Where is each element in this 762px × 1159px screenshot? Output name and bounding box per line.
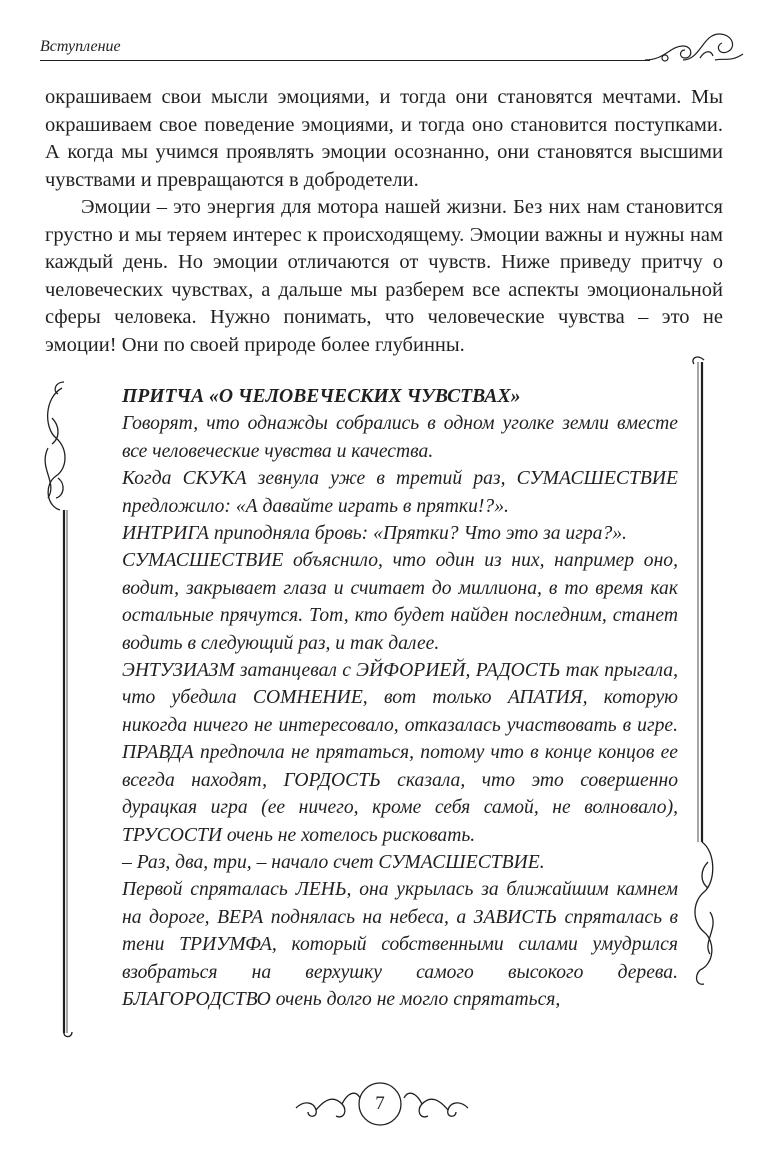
header-flourish-icon: [645, 28, 745, 68]
parable-paragraph: Первой спряталась ЛЕНЬ, она укрылась за ближайшим камнем на дороге, ВЕРА поднялась на небеса, а ЗАВИСТЬ спряталась в тени ТРИУМФА, который собственными силами умудрился взобраться на верхушку самого высокого дерева. БЛАГОРОДСТВО очень долго не могло спрятаться,: [122, 879, 678, 1010]
parable-paragraph: Когда СКУКА зевнула уже в третий раз, СУМАСШЕСТВИЕ предложило: «А давайте играть в прятки!?».: [122, 468, 678, 517]
parable-paragraph: ИНТРИГА приподняла бровь: «Прятки? Что это за игра?».: [122, 523, 627, 545]
parable-paragraph: – Раз, два, три, – начало счет СУМАСШЕСТВИЕ.: [122, 851, 545, 873]
running-header-title: Вступление: [40, 38, 121, 55]
body-text: [45, 84, 723, 359]
page-number: 7: [375, 1093, 385, 1114]
parable-block: [122, 383, 678, 1013]
header-rule: [40, 60, 650, 61]
parable-title: ПРИТЧА «О ЧЕЛОВЕЧЕСКИХ ЧУВСТВАХ»: [122, 386, 521, 407]
body-paragraph: окрашиваем свои мысли эмоциями, и тогда они становятся мечтами. Мы окрашиваем свое поведение эмоциями, и тогда оно становится поступками. А когда мы учимся проявлять эмоции осознанно, они становятся высшими чувствами и превращаются в добродетели.: [45, 86, 723, 191]
parable-paragraph: ЭНТУЗИАЗМ затанцевал с ЭЙФОРИЕЙ, РАДОСТЬ так прыгала, что убедила СОМНЕНИЕ, вот только АПАТИЯ, которую никогда ничего не интересовало, отказалась участвовать в игре. ПРАВДА предпочла не прятаться, потому что в конце концов ее всегда находят, ГОРДОСТЬ сказала, что это совершенно дурацкая игра (ее ничего, кроме себя самой, не волновало), ТРУСОСТИ очень не хотелось рисковать.: [122, 660, 678, 846]
right-border-ornament-icon: [686, 352, 726, 992]
body-paragraph: Эмоции – это энергия для мотора нашей жизни. Без них нам становится грустно и мы теряем интерес к происходящему. Эмоции важны и нужны нам каждый день. Но эмоции отличаются от чувств. Ниже приведу притчу о человеческих чувствах, а дальше мы разберем все аспекты эмоциональной сферы человека. Нужно понимать, что человеческие чувства – это не эмоции! Они по своей природе более глубинны.: [45, 196, 723, 356]
parable-paragraph: Говорят, что однажды собрались в одном уголке земли вместе все человеческие чувства и качества.: [122, 413, 678, 462]
parable-paragraph: СУМАСШЕСТВИЕ объяснило, что один из них, например оно, водит, закрывает глаза и считает до миллиона, в то время как остальные прячутся. Тот, кто будет найден последним, станет водить в следующий раз, и так далее.: [122, 550, 678, 654]
left-border-ornament-icon: [34, 378, 74, 1038]
